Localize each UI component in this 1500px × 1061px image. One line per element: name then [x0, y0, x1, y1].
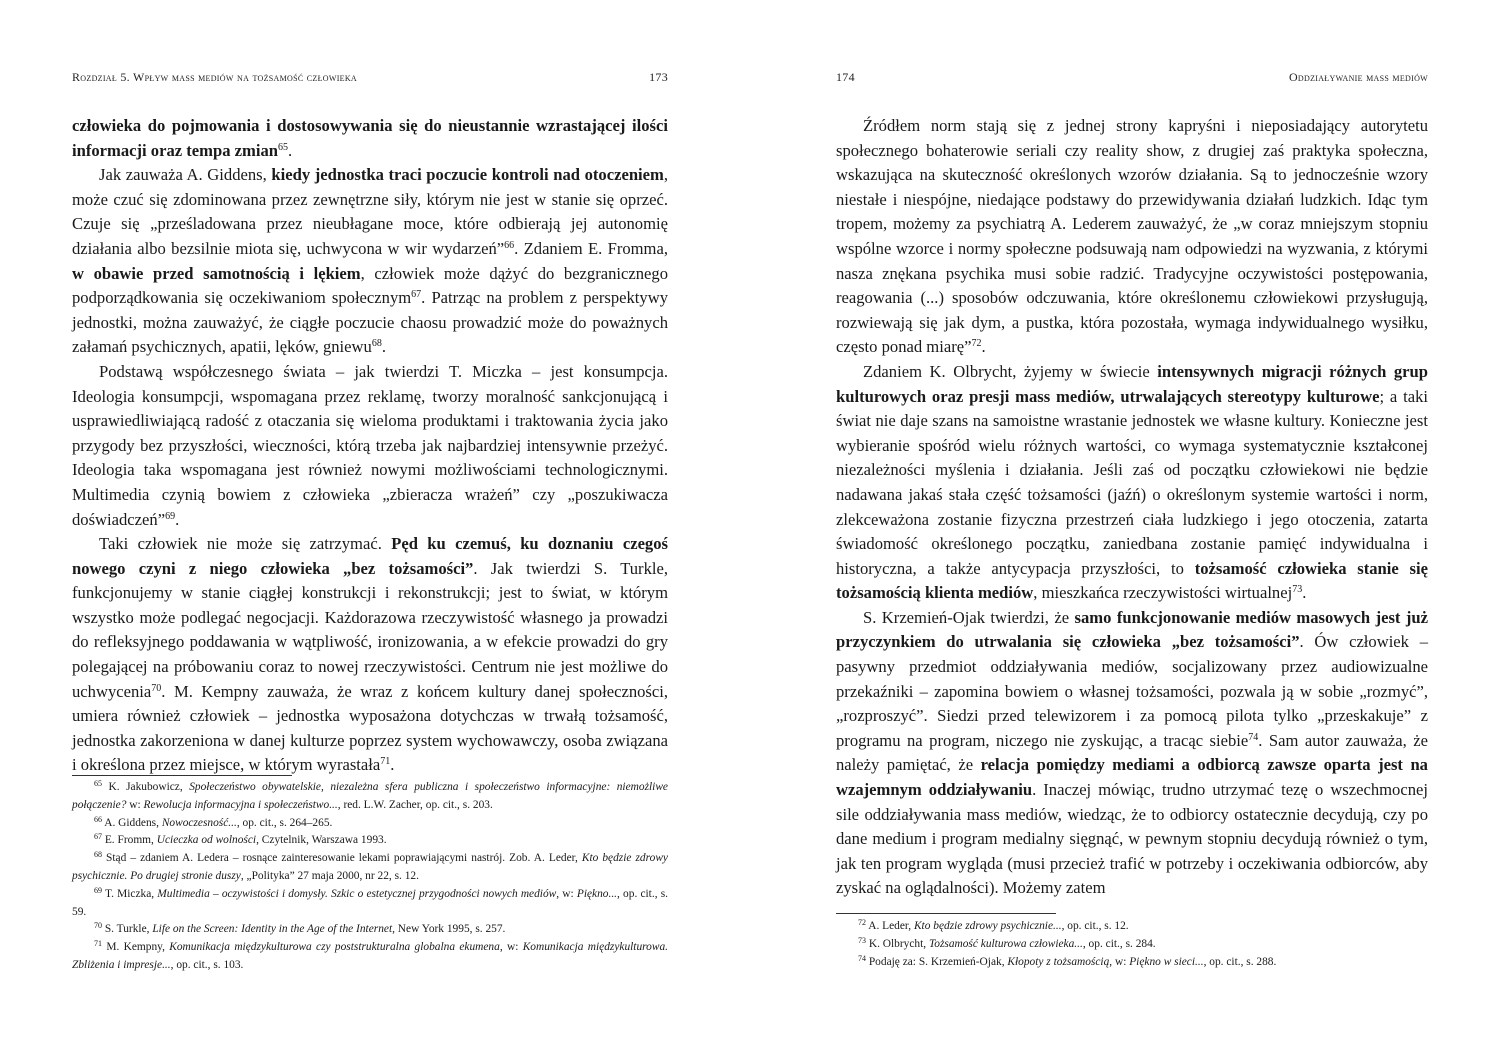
text-run: A. Leder,	[866, 920, 914, 932]
paragraph	[72, 532, 668, 778]
text-run: .	[287, 140, 293, 160]
text-run: . Patrząc na problem z perspektywy jednostki, można zauważyć, że ciągłe poczucie chaosu prowadzić może do poważnych załamań psychicznych, apatii, lęków, gniewu	[72, 288, 668, 357]
footnote-70	[72, 921, 668, 939]
paragraph	[836, 360, 1428, 606]
text-run: . Sam autor zauważa, że należy pamiętać, że	[836, 730, 1428, 775]
footnote-65	[72, 779, 668, 815]
footnote-ref: 68	[371, 338, 382, 350]
right-body-text	[836, 114, 1428, 901]
text-run: . Inaczej mówiąc, trudno utrzymać tezę o wszechmocnej sile oddziaływania mass mediów, wiedząc, że to odbiorcy ostatecznie decydują, czy po dane medium i program medialny sięgnąć, w pewnym stopniu decydują również o tym, jak ten program wygląda (musi przecież trafić w potrzeby i oczekiwania odbiorców, aby zyskać na oglądalności). Możemy zatem	[836, 780, 1428, 898]
left-page-number: 173	[649, 70, 668, 84]
text-run: Podstawą współczesnego świata – jak twierdzi T. Miczka – jest konsumpcja. Ideologia konsumpcji, wspomagana przez reklamę, tworzy moralność sankcjonującą i usprawiedliwiającą radość z otaczania się wieloma produktami i traktowania życia jako przygody bez przyszłości, wieczności, którą trzeba jak najbardziej intensywnie przeżyć. Ideologia taka wspomagana jest również nowymi możliwościami technologicznymi. Multimedia czynią bowiem z człowieka „zbieracza wrażeń” czy „poszukiwacza doświadczeń”	[72, 361, 668, 529]
text-run: , Czytelnik, Warszawa 1993.	[256, 834, 387, 847]
text-run: .	[1302, 583, 1307, 603]
text-run: S. Turkle,	[102, 923, 153, 936]
text-run: K. Jakubowicz,	[102, 781, 190, 793]
text-run: , op. cit., s. 103.	[170, 958, 244, 971]
text-run: Źródłem norm stają się z jednej strony kapryśni i nieposiadający autorytetu społecznego bohaterowie seriali czy reality show, z drugiej zaś praktyka społeczna, wskazująca na skuteczność określonych wzorów działania. Są to jednocześnie wzory niestałe i niespójne, niedające podstawy do przewidywania działań ludzkich. Idąc tym tropem, możemy za psychiatrą A. Lederem zauważyć, że „w coraz mniejszym stopniu wspólne wzorce i normy społeczne podsuwają nam odpowiedzi na wyzwania, z którymi nasza znękana psychika musi sobie radzić. Tradycyjne oczywistości postępowania, reagowania (...) sposobów odczuwania, które określonemu człowiekowi przysługują, rozwiewają się jak dym, a pustka, która pozostała, wymaga indywidualnego wysiłku, często ponad miarę”	[836, 116, 1428, 357]
footnote-66	[72, 815, 668, 833]
italic-title: Multimedia – oczywistości i domysły. Szkic o estetycznej przygodności nowych mediów	[157, 887, 557, 900]
text-run: , op. cit., s. 264–265.	[236, 816, 333, 829]
footnote-number: 71	[94, 939, 102, 949]
footnote-ref: 66	[504, 239, 515, 251]
footnote-number: 68	[94, 850, 102, 860]
italic-title: Komunikacja międzykulturowa. Zbliżenia i impresje...	[72, 941, 669, 971]
footnote-number: 66	[94, 814, 102, 824]
italic-title: Piękno w sieci...	[1129, 955, 1204, 968]
footnote-number: 67	[94, 832, 102, 842]
text-run: , człowiek może dążyć do bezgranicznego podporządkowania się oczekiwaniom społecznym	[72, 263, 668, 308]
footnote-ref: 73	[1292, 584, 1303, 596]
italic-title: Kłopoty z tożsamością	[1007, 955, 1110, 968]
footnote-ref: 70	[151, 682, 162, 694]
text-run: , mieszkańca rzeczywistości wirtualnej	[1033, 583, 1293, 603]
footnote-ref: 71	[380, 756, 391, 768]
text-run: T. Miczka,	[102, 887, 158, 900]
bold-phrase: samo funkcjonowanie mediów masowych jest już przyczynkiem do utrwalania się człowieka „bez tożsamości”	[836, 607, 1428, 652]
footnote-number: 70	[94, 921, 102, 931]
footnote-72	[836, 918, 1428, 936]
paragraph	[836, 114, 1428, 360]
right-footnotes	[836, 918, 1428, 971]
footnote-number: 72	[858, 918, 866, 927]
bold-phrase: relacja pomiędzy mediami a odbiorcą zawsze oparta jest na wzajemnym oddziaływaniu	[836, 755, 1428, 800]
footnote-number: 65	[94, 779, 102, 788]
text-run: , New York 1995, s. 257.	[392, 923, 506, 936]
text-run: Taki człowiek nie może się zatrzymać.	[99, 534, 392, 554]
text-run: . Ów człowiek – pasywny przedmiot oddziaływania mediów, socjalizowany przez audiowizualne przekaźniki – zapomina bowiem o własnej tożsamości, pozwala ją w sobie „rozmyć”, „rozproszyć”. Siedzi przed telewizorem i za pomocą pilota tylko „przeskakuje” z programu na program, niczego nie zyskując, a tracąc siebie	[836, 632, 1428, 750]
text-run: , może czuć się zdominowana przez zewnętrzne siły, którym nie jest w stanie się oprzeć. Czuje się „prześladowana przez nieubłagane moce, które odbierają jej autonomię działania albo bezsilnie miota się, uchwycona w wir wydarzeń”	[72, 165, 668, 258]
text-run: K. Olbrycht,	[866, 937, 929, 950]
right-page-number: 174	[836, 70, 855, 84]
text-run: , op. cit., s. 288.	[1203, 955, 1277, 968]
text-run: . Jak twierdzi S. Turkle, funkcjonujemy w stanie ciągłej konstrukcji i rekonstrukcji; jest to świat, w którym wszystko może podlegać negocjacji. Każdorazowa rzeczywistość własnego ja prowadzi do refleksyjnego poddawania w wątpliwość, ironizowania, a w efekcie prowadzi do gry polegającej na próbowaniu coraz to nowej rzeczywistości. Centrum nie jest możliwe do uchwycenia	[72, 558, 668, 701]
footnote-71	[72, 939, 668, 975]
paragraph	[836, 606, 1428, 901]
italic-title: Nowoczesność...	[161, 816, 237, 829]
text-run: A. Giddens,	[102, 816, 162, 829]
text-run: , op. cit., s. 12.	[1061, 920, 1129, 932]
bold-phrase: tożsamość człowieka stanie się tożsamością klienta mediów	[836, 558, 1428, 603]
right-running-head	[836, 70, 1428, 85]
text-run: S. Krzemień-Ojak twierdzi, że	[863, 607, 1075, 627]
left-running-head	[72, 70, 668, 85]
footnote-number: 74	[858, 953, 866, 963]
footnote-ref: 69	[165, 510, 176, 522]
text-run: Podaję za: S. Krzemień-Ojak,	[866, 955, 1008, 968]
footnote-ref: 74	[1248, 731, 1259, 743]
footnote-73	[836, 936, 1428, 954]
text-run: .	[175, 509, 180, 529]
text-run: w:	[126, 798, 144, 811]
text-run: Zdaniem K. Olbrycht, żyjemy w świecie	[863, 361, 1158, 381]
left-footnotes	[72, 779, 668, 975]
footnote-68	[72, 850, 668, 886]
italic-title: Life on the Screen: Identity in the Age of the Internet	[152, 923, 393, 936]
text-run: E. Fromm,	[102, 834, 157, 847]
italic-title: Piękno...	[576, 887, 618, 900]
right-chapter-title: Oddziaływanie mass mediów	[1288, 70, 1428, 84]
text-run: , w:	[1109, 955, 1130, 968]
italic-title: Tożsamość kulturowa człowieka...	[928, 937, 1083, 950]
left-page	[72, 0, 668, 1061]
italic-title: Ucieczka od wolności	[156, 834, 257, 847]
footnote-74	[836, 954, 1428, 972]
footnote-number: 69	[94, 885, 102, 895]
footnote-ref: 65	[277, 141, 288, 153]
bold-phrase: Pęd ku czemuś, ku doznaniu czegoś nowego czyni z niego człowieka „bez tożsamości”	[72, 534, 668, 578]
italic-title: Rewolucja informacyjna i społeczeństwo...	[143, 798, 338, 811]
italic-title: Kto będzie zdrowy psychicznie...	[913, 920, 1062, 932]
italic-title: Społeczeństwo obywatelskie, niezależna sfera publiczna i społeczeństwo informacyjne: niemożliwe połączenie?	[72, 781, 668, 811]
text-run: .	[390, 755, 395, 775]
footnote-separator	[72, 775, 292, 776]
left-chapter-title: Rozdział 5. Wpływ mass mediów na tożsamość człowieka	[72, 70, 357, 84]
text-run: Stąd – zdaniem A. Ledera – rosnące zainteresowanie lekami poprawiającymi nastrój. Zob. A. Leder,	[102, 852, 582, 865]
footnote-69	[72, 886, 668, 922]
text-run: .	[381, 337, 386, 357]
paragraph	[72, 163, 668, 360]
bold-phrase: kiedy jednostka traci poczucie kontroli nad otoczeniem	[271, 165, 664, 185]
footnote-number: 73	[858, 935, 866, 945]
footnote-ref: 72	[971, 338, 982, 350]
italic-title: Komunikacja międzykulturowa czy poststrukturalna globalna ekumena	[169, 941, 500, 954]
text-run: Jak zauważa A. Giddens,	[99, 165, 272, 185]
paragraph	[72, 114, 668, 163]
text-run: , op. cit., s. 59.	[72, 887, 668, 918]
text-run: M. Kempny,	[102, 941, 170, 954]
text-run: . Zdaniem E. Fromma,	[514, 238, 668, 258]
text-run: , red. L.W. Zacher, op. cit., s. 203.	[337, 798, 493, 811]
footnote-separator	[836, 913, 1056, 914]
footnote-ref: 67	[411, 289, 422, 301]
bold-phrase: w obawie przed samotnością i lękiem	[72, 263, 361, 283]
text-run: , w:	[499, 941, 523, 954]
text-run: .	[981, 337, 986, 357]
right-page	[836, 0, 1428, 1061]
paragraph	[72, 360, 668, 532]
bold-phrase: intensywnych migracji różnych grup kulturowych oraz presji mass mediów, utrwalających stereotypy kulturowe	[836, 361, 1429, 406]
text-run: , w:	[556, 887, 577, 900]
text-run: , op. cit., s. 284.	[1082, 937, 1156, 950]
footnote-67	[72, 832, 668, 850]
text-run: ; a taki świat nie daje szans na samoistne wrastanie jednostek we własne kultury. Konieczne jest wybieranie spośród wielu różnych wartości, co wymaga systematycznie kształconej niezależności myślenia i działania. Jeśli zaś od początku człowiekowi nie będzie nadawana jakaś stała część tożsamości (jaźń) o określonym systemie wartości i norm, zlekceważona zostanie fizyczna przestrzeń ciała ludzkiego i jego otoczenia, zatarta świadomość określonego początku, zaniedbana zostanie pamięć indywidualna i historyczna, a także antycypacja przyszłości, to	[836, 386, 1428, 578]
bold-phrase: człowieka do pojmowania i dostosowywania się do nieustannie wzrastającej ilości informacji oraz tempa zmian	[72, 116, 668, 160]
italic-title: Kto będzie zdrowy psychicznie. Po drugiej stronie duszy	[72, 852, 668, 882]
text-run: . M. Kempny zauważa, że wraz z końcem kultury danej społeczności, umiera również człowiek – jednostka wyposażona dotychczas w trwałą tożsamość, jednostka zakorzeniona w danej kulturze poprzez system wychowawczy, osoba związana i określona przez miejsce, w którym wyrastała	[72, 681, 668, 775]
text-run: , „Polityka” 27 maja 2000, nr 22, s. 12.	[240, 869, 419, 882]
left-body-text	[72, 114, 668, 778]
